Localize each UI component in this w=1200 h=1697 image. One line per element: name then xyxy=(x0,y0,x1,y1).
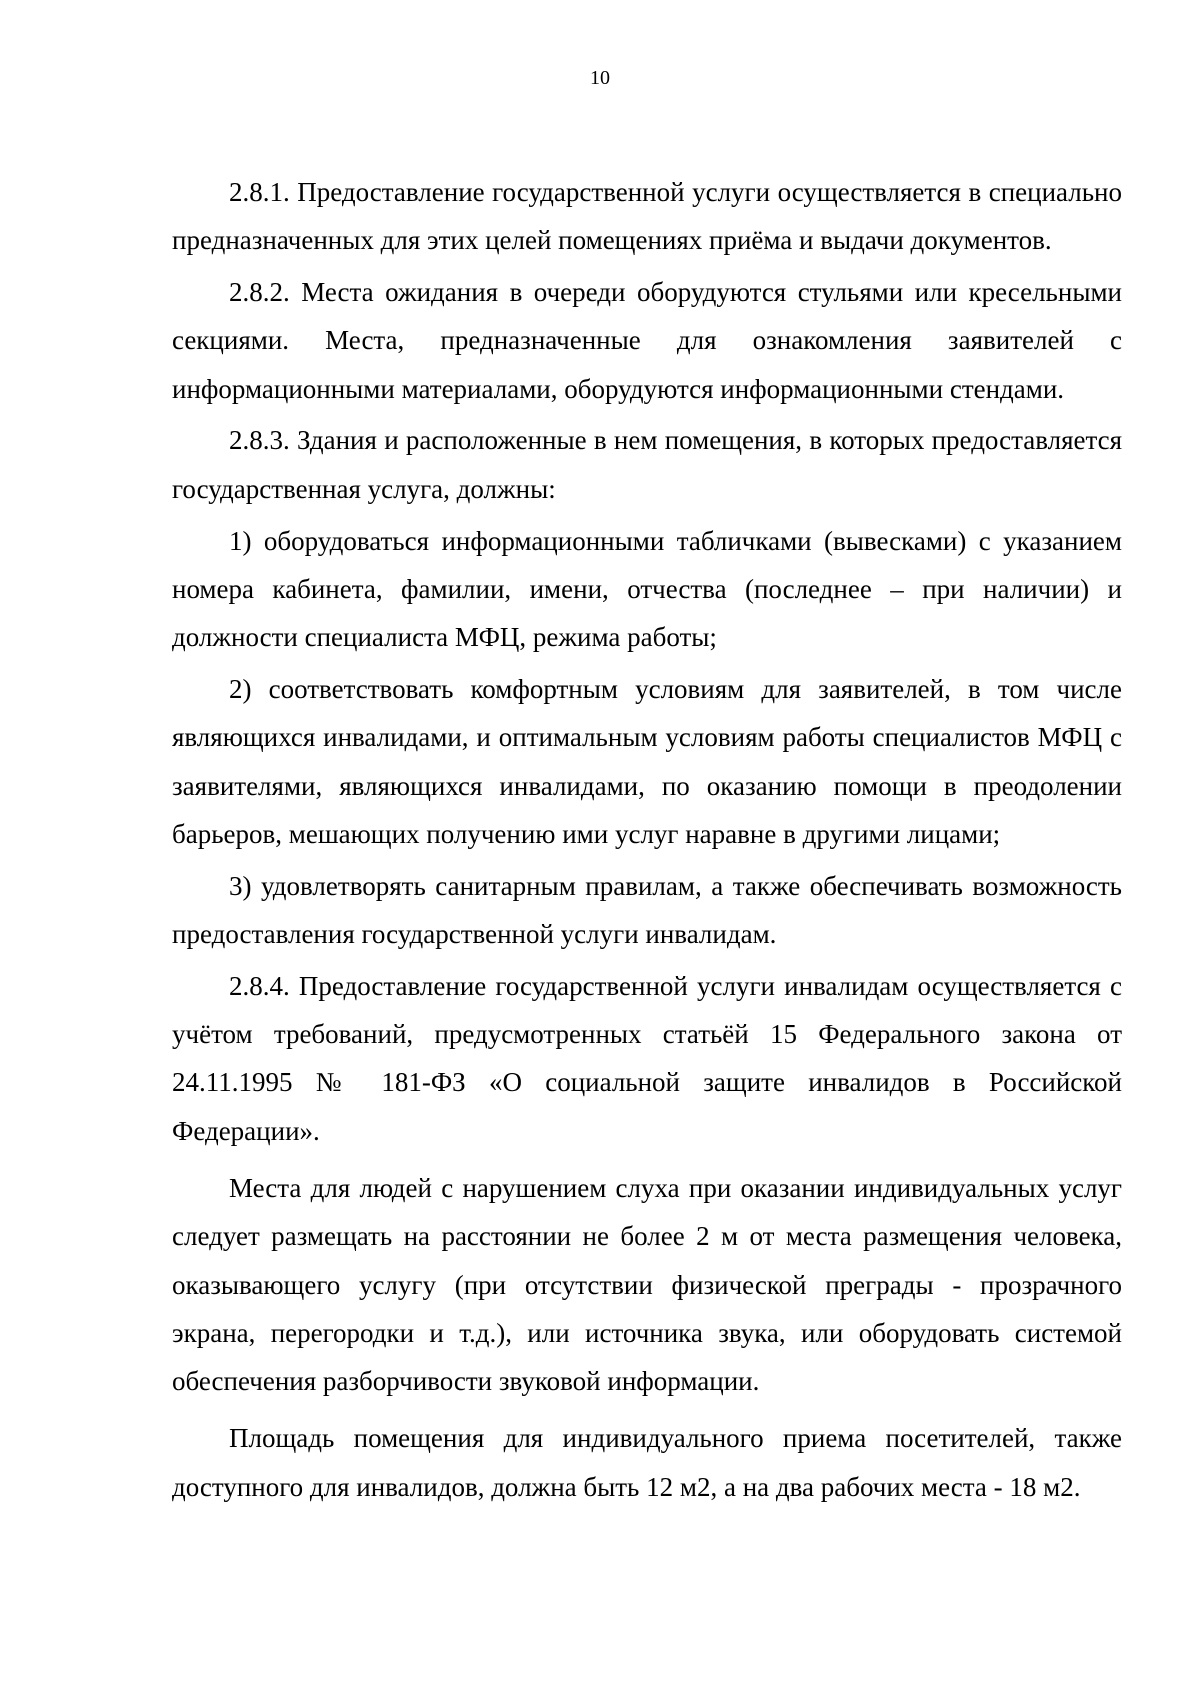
list-item-3: 3) удовлетворять санитарным правилам, а также обеспечивать возможность предоставления государственной услуги инвалидам. xyxy=(172,870,1122,949)
paragraph-2-8-1: 2.8.1. Предоставление государственной услуги осуществляется в специально предназначенных для этих целей помещениях приёма и выдачи документов. xyxy=(172,177,1122,256)
paragraph-2-8-2: 2.8.2. Места ожидания в очереди оборудуются стульями или кресельными секциями. Места, предназначенные для ознакомления заявителей с информационными материалами, оборудуются информационными стендами. xyxy=(172,277,1122,404)
list-item-1: 1) оборудоваться информационными табличками (вывесками) с указанием номера кабинета, фамилии, имени, отчества (последнее – при наличии) и должности специалиста МФЦ, режима работы; xyxy=(172,525,1122,653)
document-body xyxy=(172,168,1122,1511)
page-number: 10 xyxy=(590,67,610,89)
paragraph-hearing-impaired: Места для людей с нарушением слуха при оказании индивидуальных услуг следует размещать на расстоянии не более 2 м от места размещения человека, оказывающего услугу (при отсутствии физической преграды - прозрачного экрана, перегородки и т.д.), или источника звука, или оборудовать системой обеспечения разборчивости звуковой информации. xyxy=(172,1172,1122,1397)
list-item-2: 2) соответствовать комфортным условиям для заявителей, в том числе являющихся инвалидами, и оптимальным условиям работы специалистов МФЦ с заявителями, являющихся инвалидами, по оказанию помощи в преодолении барьеров, мешающих получению ими услуг наравне в другими лицами; xyxy=(172,673,1122,849)
paragraph-2-8-3: 2.8.3. Здания и расположенные в нем помещения, в которых предоставляется государственная услуга, должны: xyxy=(172,425,1122,504)
paragraph-room-area: Площадь помещения для индивидуального приема посетителей, также доступного для инвалидов, должна быть 12 м2, а на два рабочих места - 18 м2. xyxy=(172,1423,1122,1502)
paragraph-2-8-4: 2.8.4. Предоставление государственной услуги инвалидам осуществляется с учётом требований, предусмотренных статьёй 15 Федерального закона от 24.11.1995 № 181-ФЗ «О социальной защите инвалидов в Российской Федерации». xyxy=(172,970,1122,1146)
